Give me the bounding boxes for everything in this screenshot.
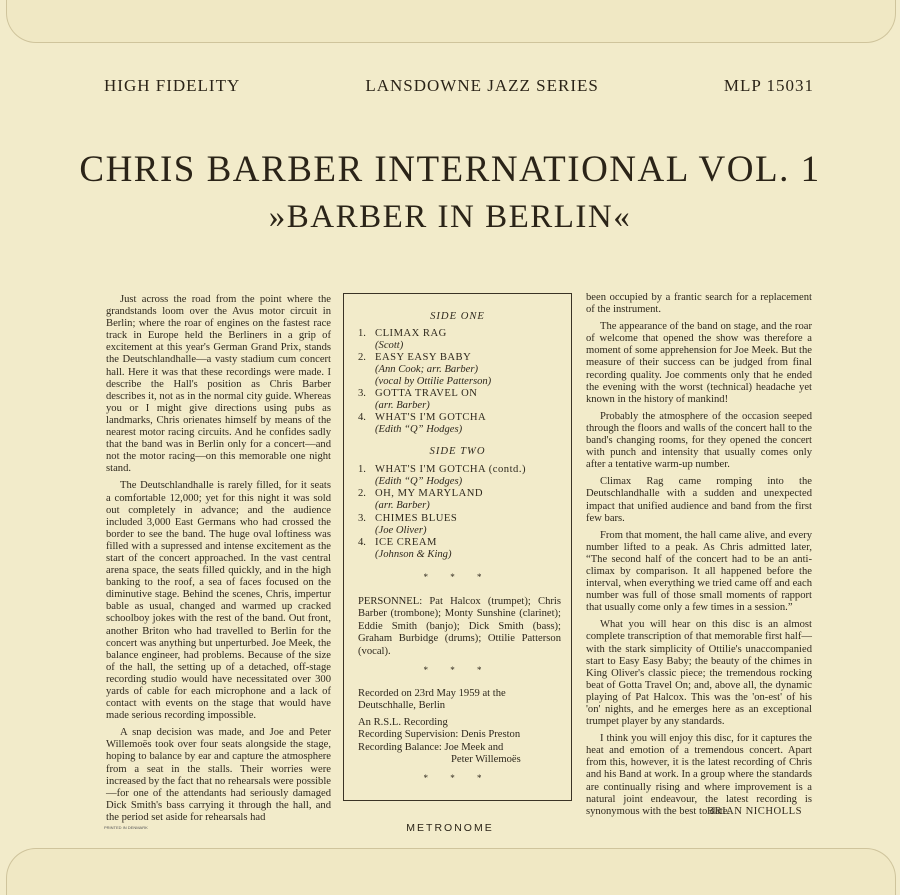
star-divider: * * *	[423, 773, 492, 783]
recording-info: Recorded on 23rd May 1959 at the Deutschhalle, Berlin	[358, 688, 506, 712]
track-credit: (Edith “Q” Hodges)	[375, 424, 463, 435]
track-credit: (Johnson & King)	[375, 549, 452, 560]
track-title: EASY EASY BABY	[375, 352, 472, 363]
star-divider: * * *	[423, 572, 492, 582]
bottom-flap	[6, 848, 896, 895]
track-title: ICE CREAM	[375, 537, 437, 548]
liner-paragraph: Climax Rag came romping into the Deutschlandhalle with a sudden and unexpected impact that unified audience and band from the first few bars.	[586, 476, 812, 524]
track-title: CLIMAX RAG	[375, 328, 447, 339]
track-number: 4.	[358, 537, 366, 548]
header-fidelity: HIGH FIDELITY	[104, 76, 241, 95]
track-number: 3.	[358, 513, 366, 524]
album-subtitle: »BARBER IN BERLIN«	[268, 199, 632, 235]
track-title: CHIMES BLUES	[375, 513, 458, 524]
track-title: WHAT'S I'M GOTCHA	[375, 412, 487, 423]
printer-imprint: PRINTED IN DENMARK	[104, 825, 148, 830]
track-title: OH, MY MARYLAND	[375, 488, 484, 499]
track-number: 3.	[358, 388, 366, 399]
track-number: 2.	[358, 352, 366, 363]
liner-paragraph: been occupied by a frantic search for a replacement of the instrument.	[586, 292, 812, 316]
track-number: 1.	[358, 328, 366, 339]
header-bar	[104, 76, 814, 96]
header-series: LANSDOWNE JAZZ SERIES	[365, 76, 599, 95]
track-credit: (Edith “Q” Hodges)	[375, 476, 463, 487]
side-two-heading: SIDE TWO	[429, 446, 486, 457]
star-divider: * * *	[423, 665, 492, 675]
credit-line: An R.S.L. Recording	[358, 717, 448, 728]
credit-line: Recording Supervision: Denis Preston	[358, 729, 521, 741]
liner-paragraph: The Deutschlandhalle is rarely filled, for it seats a comfortable 12,000; yet for this night it was sold out completely in advance; and the audience included 3,000 East Germans who had crossed the border to see the band. The huge oval loftiness was filled with a supressed and intense excitement as the start of the concert approached. In the vast central arena space, the seats filled quickly, and in the high banking to the roof, a sea of faces focused on the diminutive stage. Behind the scenes, Chris, impertur bable as usual, changed and warmed up cracked schoolboy jokes with the rest of the band. Out front, another Briton who had travelled to Berlin for the concert was anything but unperturbed. Joe Meek, the balance engineer, had problems. Because of the size of the hall, the setting up of a detached, off-stage recording studio would have necessitated over 300 yards of cable for each microphone and a lack of contact with events on the stage that would have made serious recording impossible.	[106, 480, 331, 722]
liner-notes-right	[586, 292, 812, 818]
liner-paragraph: The appearance of the band on stage, and the roar of welcome that opened the show was therefore a moment of some apprehension for Joe Meek. But the measure of their success can be judged from final recording quality. Joe comments only that he ended the evening with the worst (technical) headache yet known in the history of mankind!	[586, 321, 812, 405]
track-credit: (Ann Cook; arr. Barber)	[375, 364, 478, 375]
track-credit: (Joe Oliver)	[375, 525, 427, 536]
tracklist-box	[343, 293, 572, 801]
track-title: GOTTA TRAVEL ON	[375, 388, 478, 399]
track-credit: (vocal by Ottilie Patterson)	[375, 376, 492, 387]
credit-line: Recording Balance: Joe Meek and	[358, 741, 504, 753]
personnel-list: PERSONNEL: Pat Halcox (trumpet); Chris Barber (trombone); Monty Sunshine (clarinet); Eddie Smith (banjo); Dick Smith (bass); Graham Burbidge (drums); Ottilie Patterson (vocal).	[358, 596, 561, 657]
side-one	[344, 311, 571, 323]
track-credit: (arr. Barber)	[375, 400, 430, 411]
label-brand: METRONOME	[406, 822, 494, 834]
liner-paragraph: Probably the atmosphere of the occasion seeped through the floors and walls of the concert hall to the band's changing rooms, for they opened the concert with punch and intensity that usually comes only after a tentative warm-up number.	[586, 410, 812, 471]
track-number: 4.	[358, 412, 366, 423]
liner-paragraph: From that moment, the hall came alive, and every number lifted to a peak. As Chris admitted later, “The second half of the concert had to be an anti-climax by comparison. It all happened before the interval, when everything we tried came off and each number was full of those small moments of rapport that usually come only a few times in a session.”	[586, 529, 812, 614]
liner-notes-left	[106, 294, 331, 829]
credit-line: Peter Willemoës	[451, 754, 521, 766]
track-title: WHAT'S I'M GOTCHA (contd.)	[375, 464, 526, 475]
track-credit: (arr. Barber)	[375, 500, 430, 511]
side-two	[344, 446, 571, 458]
liner-paragraph: I think you will enjoy this disc, for it captures the heat and emotion of a tremendous concert. Apart from this, however, it is the latest recording of Chris and his Band at work. In a group where the standards are continually rising and where improvement is a natural joint endeavour, the latest recording is synonymous with the best to date.	[586, 733, 812, 817]
track-number: 2.	[358, 488, 366, 499]
author-signature: BRIAN NICHOLLS	[707, 805, 802, 817]
album-title: CHRIS BARBER INTERNATIONAL VOL. 1	[79, 149, 821, 190]
liner-paragraph: What you will hear on this disc is an almost complete transcription of that memorable first half—with the stark simplicity of Ottilie's unaccompanied start to Easy Easy Baby; the beauty of the chimes in King Oliver's classic piece; the tremendous rocking beat of Gotta Travel On; and, above all, the dynamic playing of Pat Halcox. This was the 'on-est' of his 'on' nights, and he emerges here as an exceptional trumpet player by any standards.	[586, 619, 812, 728]
top-flap	[6, 0, 896, 43]
production-credits	[358, 717, 568, 767]
track-number: 1.	[358, 464, 366, 475]
header-catalog-number: MLP 15031	[723, 76, 814, 95]
liner-paragraph: Just across the road from the point where the grandstands loom over the Avus motor circuit in Berlin; where the roar of engines on the fastest race track in Europe held the Berliners in a grip of excitement at this year's German Grand Prix, stands the Deutschlandhalle—a vasty stadium cum concert hall. Here it was that these recordings were made. I describe the Hall's position as Chris Barber describes it, not as in the normal city guide. Whereas you or I might give directions using pubs as landmarks, Chris orienates himself by means of the nearest motor racing circuits. And he confides sadly that the band was in Berlin only for a concert—and not the motor racing—on this memorable one night stand.	[106, 294, 331, 475]
side-one-heading: SIDE ONE	[430, 311, 485, 322]
track-credit: (Scott)	[375, 340, 404, 351]
liner-paragraph: A snap decision was made, and Joe and Peter Willemoës took over four seats alongside the stage, hoping to balance by ear and capture the atmosphere from a seat in the stalls. Their worries were increased by the fact that no rehearsals were possible—for one of the attendants had seriously damaged Dick Smith's bass carrying it through the hall, and the period set aside for rehearsals had	[106, 727, 331, 823]
